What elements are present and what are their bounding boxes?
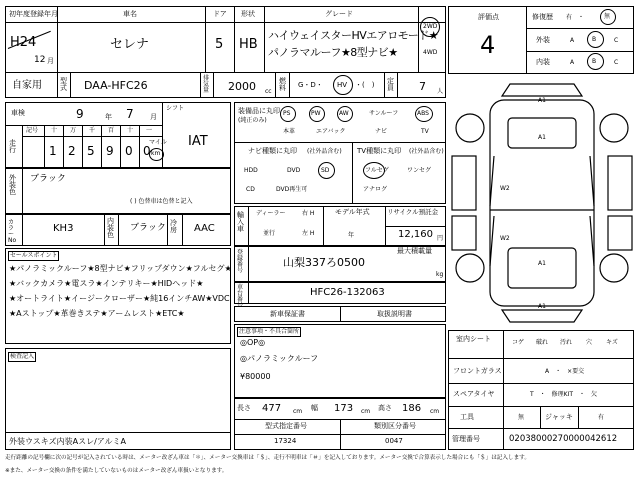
ac-label: 冷房 <box>170 219 177 234</box>
inspector-box <box>5 348 231 450</box>
exterior-color-label: 外装色 <box>9 174 16 196</box>
car-name-label: 車名 <box>123 10 137 18</box>
notes-line: ◎OP◎ <box>240 338 266 347</box>
jack-label: ジャッキ <box>545 413 573 421</box>
car-outline-icon <box>450 78 634 328</box>
score-value: 4 <box>480 31 496 59</box>
inspection-month: 7 <box>126 107 134 121</box>
length-label: 長さ <box>237 404 251 412</box>
car-name: セレナ <box>110 37 150 52</box>
exterior-grade: B <box>592 36 597 43</box>
capacity: 7 <box>419 80 426 93</box>
sales-point-line: ★Aストップ★革巻きステ★アームレスト★ETC★ <box>9 309 185 318</box>
sales-point-line: ★パノラミックルーフ★8型ナビ★フリップダウン★フルセグ★ <box>9 264 232 273</box>
warranty-label: 新車保証書 <box>270 310 305 318</box>
reg-year-label: 初年度登録年月 <box>9 10 58 18</box>
car-damage-diagram <box>450 78 634 328</box>
capacity-label: 定員 <box>387 77 394 92</box>
fuel-selected: HV <box>337 81 348 89</box>
body-shape: HB <box>239 37 258 52</box>
mileage-digit: 9 <box>106 144 114 158</box>
color-no: KH3 <box>53 223 74 234</box>
repair-selected: 無 <box>604 13 611 20</box>
damage-mark: A1 <box>538 303 546 310</box>
equip-ps: PS <box>283 110 291 117</box>
damage-mark: A1 <box>538 134 546 141</box>
tools-value: 無 <box>518 414 525 421</box>
grade-line-1: ハイウェイスターHVエアロモード★ <box>268 29 439 42</box>
equipment-label: 装備品に丸印 <box>238 107 280 115</box>
displacement: 2000 <box>228 80 256 93</box>
chassis-number: HFC26-132063 <box>310 287 385 298</box>
plate-label: 登録番号 <box>237 249 244 274</box>
interior-grade-label: 内装 <box>536 58 550 66</box>
mileage-digit: 1 <box>49 144 57 158</box>
mileage-digit: 2 <box>68 144 76 158</box>
fuel-options: G・D・ <box>298 81 323 89</box>
sales-point-label: セールスポイント <box>10 252 58 259</box>
height-label: 高さ <box>378 404 392 412</box>
displacement-label: 排気量 <box>203 75 210 94</box>
inspection-year: 9 <box>76 107 84 121</box>
grade-line-2: パノラマルーフ★8型ナビ★ <box>268 46 398 59</box>
interior-color: ブラック <box>130 223 166 233</box>
interior-grade: B <box>592 58 597 65</box>
type-cert: 17324 <box>274 437 297 445</box>
score-label: 評価点 <box>478 13 499 21</box>
shape-label: 形状 <box>241 10 255 18</box>
equip-aw: AW <box>339 110 349 117</box>
type-cert-label: 型式指定番号 <box>265 422 307 430</box>
mileage-label: 走行 <box>9 139 16 154</box>
sales-point-line: ★オートライト★イージークローザー★純16インチAW★VDC <box>9 294 230 303</box>
ac-value: AAC <box>194 223 215 234</box>
damage-mark: W2 <box>500 235 510 242</box>
width: 173 <box>334 403 354 414</box>
class-number: 0047 <box>385 437 403 445</box>
recycle-label: リサイクル預託金 <box>387 208 439 216</box>
notes-line: ¥80000 <box>240 372 271 381</box>
interior-color-label: 内装色 <box>107 217 114 239</box>
usage: 自家用 <box>12 80 42 91</box>
tv-label: TV種類に丸印 <box>357 147 402 155</box>
mileage-digit: 0 <box>143 144 151 158</box>
width-label: 幅 <box>311 404 318 412</box>
equip-pw: PW <box>311 110 321 117</box>
plate-number: 山梨337ろ0500 <box>283 256 365 269</box>
max-load-label: 最大積載量 <box>397 247 432 255</box>
reg-month: 12 <box>34 55 46 65</box>
class-label: 類別区分番号 <box>374 422 416 430</box>
auction-sheet: 初年度登録年月 車名 ドア 形状 グレード H24 12 月 セレナ 5 HB ハイウェイスターHVエアロモード★ パノラマルーフ★8型ナビ★ 2WD 4WD 自家用 型式 DAA-HFC26 排気量 2000 cc 燃料 G・D・ HV ・( ) 定員 7 人 車検 9 年 7 月 シフト IAT 走行 記号 十 万 千 百 十 一 1 2 5 9 0 0 マイル km 外装色 ブラック ( ) 色替車は色替と記入 カラーNo KH3 内装色 ブラック 冷房 AAC セールスポイント ★パノラミックルーフ★8型ナビ★フリップダウン★フルセグ★ ★バックカメラ★電スラ★インテリキー★HIDヘッド★ ★オートライト★イージークローザー★純16インチAW★VDC ★Aストップ★革巻きステ★アームレスト★ETC★ 検査記入 外装ウスキズ内装Aスレ/アルミA 装備品に丸印 (純正のみ) PS PW AW サンルーフ ABS 本革 エアバック ナビ TV ナビ種類に丸印 (社外品含む) TV種類に丸印 (社外品含む) HDD DVD SD CD DVD再生可 フルセグ ワンセグ アナログ 輸入車 ディーラー 右 H 並行 左 H モデル年式 年 リサイクル預託金 12,160 円 登録番号 最大積載量 山梨337ろ0500 kg 車台番 HFC26-132063 新車保証書 取扱説明書 注意事項・不具合箇所 ◎OP◎ ◎パノラミックルーフ ¥80000 長さ 477 cm 幅 173 cm 高さ 186 cm 型式指定番号 類別区分番号 17324 0047 評価点 4 修復歴 有 ・ 無 外装 A B C 内装 A B C A1 A1 W2 W2 A1 A1 室内シート コゲ 破れ 汚れ 穴 キズ フロントガラス A ・ ×要交 スペアタイヤ T ・ 修理KIT ・ 欠 工具 無 ジャッキ 有 管理番号 02038000270000042612 走行距離の記号欄に次の記号が記入されている時は、メーター改ざん車は「＊」、メーター交換車は「＄」、走行不明車は「＃」を記入しております。メーター交換で合算表示した場合にも「＄」は記入します。 ※また、メーター交換の条件を満たしていないものはメーター改ざん車扱いとなります。 <box>0 0 640 480</box>
damage-mark: W2 <box>500 185 510 192</box>
inspector-comment: 外装ウスキズ内装Aスレ/アルミA <box>9 437 126 446</box>
damage-mark: A1 <box>538 260 546 267</box>
import-label: 輸入車 <box>237 211 244 233</box>
inspection-label: 車検 <box>11 109 25 117</box>
reg-era-year: H24 <box>10 35 37 50</box>
damage-mark: A1 <box>538 97 546 104</box>
spare-tire-label: スペアタイヤ <box>453 390 495 398</box>
color-no-label: カラーNo <box>8 219 17 244</box>
mileage-digit: 5 <box>87 144 95 158</box>
recycle-amount: 12,160 <box>398 229 433 240</box>
repair-label: 修復歴 <box>532 13 553 21</box>
notes-line: ◎パノラミックルーフ <box>240 354 319 363</box>
navi-sd: SD <box>321 167 330 174</box>
drive-2wd: 2WD <box>423 23 438 30</box>
jack-value: 有 <box>598 414 605 421</box>
management-label: 管理番号 <box>452 435 480 443</box>
exterior-grade-label: 外装 <box>536 36 550 44</box>
shift-label: シフト <box>166 105 185 112</box>
front-glass: A ・ ×要交 <box>545 368 585 375</box>
manual-label: 取扱説明書 <box>377 310 412 318</box>
tools-label: 工具 <box>460 413 474 421</box>
sales-point-line: ★バックカメラ★電スラ★インテリキー★HIDヘッド★ <box>9 279 204 288</box>
footer-note: ※また、メーター交換の条件を満たしていないものはメーター改ざん車扱いとなります。 <box>5 468 228 474</box>
navi-label: ナビ種類に丸印 <box>248 147 297 155</box>
drive-4wd: 4WD <box>423 49 438 56</box>
mileage-digit: 0 <box>125 144 133 158</box>
exterior-color: ブラック <box>30 174 66 184</box>
door-count: 5 <box>215 37 224 52</box>
inspector-label: 検査記入 <box>10 353 35 360</box>
notes-label: 注意事項・不具合箇所 <box>239 328 300 335</box>
mileage-unit-km: km <box>151 150 161 157</box>
interior-seat-label: 室内シート <box>456 335 491 343</box>
length: 477 <box>262 403 282 414</box>
tv-fullseg: フルセグ <box>365 167 389 174</box>
model-year-label: モデル年式 <box>335 208 370 216</box>
footer-note: 走行距離の記号欄に次の記号が記入されている時は、メーター改ざん車は「＊」、メーター交換車は「＄」、走行不明車は「＃」を記入しております。メーター交換で合算表示した場合にも「＄」は記入します。 <box>5 455 530 461</box>
front-glass-label: フロントガラス <box>453 367 502 375</box>
management-number: 02038000270000042612 <box>509 434 618 444</box>
chassis-label: 車台番 <box>237 284 244 303</box>
height: 186 <box>402 403 422 414</box>
spare-tire: T ・ 修理KIT ・ 欠 <box>530 391 598 398</box>
grade-label: グレード <box>325 10 353 18</box>
equip-abs: ABS <box>417 110 429 117</box>
door-label: ドア <box>213 10 227 18</box>
model-code: DAA-HFC26 <box>84 79 148 92</box>
equip-sunroof: サンルーフ <box>369 110 399 117</box>
fuel-label: 燃料 <box>279 77 286 92</box>
model-label: 型式 <box>60 77 67 92</box>
shift-value: IAT <box>188 134 208 149</box>
